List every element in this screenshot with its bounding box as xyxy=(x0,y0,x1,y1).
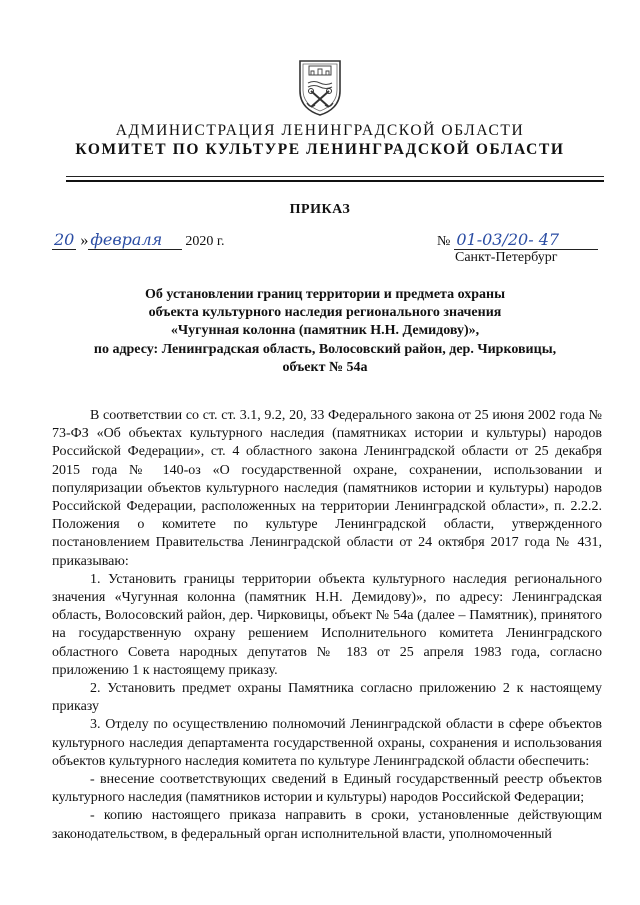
heading-line: Об установлении границ территории и предмета охраны xyxy=(144,287,506,302)
order-heading xyxy=(60,286,590,377)
document-city: Санкт-Петербург xyxy=(455,250,558,265)
coat-of-arms-emblem xyxy=(296,57,344,117)
date-year: 2020 г. xyxy=(185,234,225,249)
date-month-handwritten: февраля xyxy=(88,231,182,250)
heading-line: объекта культурного наследия регионального значения xyxy=(148,305,502,321)
header-divider-thick xyxy=(66,180,604,182)
heading-line: по адресу: Ленинградская область, Волосовский район, дер. Чирковицы, xyxy=(93,341,557,357)
document-number xyxy=(437,231,598,250)
number-sign: № xyxy=(437,234,451,249)
clause-3-paragraph: 3. Отделу по осуществлению полномочий Ленинградской области в сфере объектов культурного наследия департамента государственной охраны, сохранения и использования объектов культурного наследия комитета по культуре Ленинградской области обеспечить: xyxy=(52,717,602,769)
document-type-title: ПРИКАЗ xyxy=(289,202,351,217)
clause-3-item-copy: - копию настоящего приказа направить в сроки, установленные действующим законодательством, в федеральный орган исполнительной власти, уполномоченный xyxy=(52,808,602,842)
organization-name: АДМИНИСТРАЦИЯ ЛЕНИНГРАДСКОЙ ОБЛАСТИ xyxy=(115,122,525,139)
heading-line: объект № 54а xyxy=(282,359,368,375)
clause-2-paragraph: 2. Установить предмет охраны Памятника согласно приложению 2 к настоящему приказу xyxy=(52,681,602,715)
committee-name: КОМИТЕТ ПО КУЛЬТУРЕ ЛЕНИНГРАДСКОЙ ОБЛАСТИ xyxy=(75,141,565,158)
preamble-paragraph: В соответствии со ст. ст. 3.1, 9.2, 20, 33 Федерального закона от 25 июня 2002 года № 73-ФЗ «Об объектах культурного наследия (памятниках истории и культуры) народов Российской Федерации», ст. 4 областного закона Ленинградской области от 25 декабря 2015 года № 140-оз «О государственной охране, сохранении, использовании и популяризации объектов культурного наследия (памятников истории и культуры) народов Российской Федерации, расположенных на территории Ленинградской области», п. 2.2.2. Положения о комитете по культуре Ленинградской области, утвержденного постановлением Правительства Ленинградской области от 24 октября 2017 года № 431, приказываю: xyxy=(52,408,602,569)
order-body xyxy=(52,407,602,844)
heading-line: «Чугунная колонна (памятник Н.Н. Демидову)», xyxy=(170,323,480,339)
clause-3-item-registry: - внесение соответствующих сведений в Единый государственный реестр объектов культурного наследия (памятников истории и культуры) народов Российской Федерации; xyxy=(52,772,602,806)
document-date: 20 » февраля 2020 г. xyxy=(54,230,225,249)
header-divider-thin xyxy=(66,176,604,177)
clause-1-paragraph: 1. Установить границы территории объекта культурного наследия регионального значения «Чугунная колонна (памятник Н.Н. Демидову)», по адресу: Ленинградская область, Волосовский район, дер. Чирковицы, объект № 54а (далее – Памятник), принятого на государственную охрану решением Исполнительного комитета Ленинградского областного Совета народных депутатов № 183 от 25 апреля 1983 года, согласно приложению 1 к настоящему приказу. xyxy=(52,571,602,678)
date-day-handwritten: 20 xyxy=(54,230,75,249)
number-handwritten: 01-03/20- 47 xyxy=(454,231,598,250)
